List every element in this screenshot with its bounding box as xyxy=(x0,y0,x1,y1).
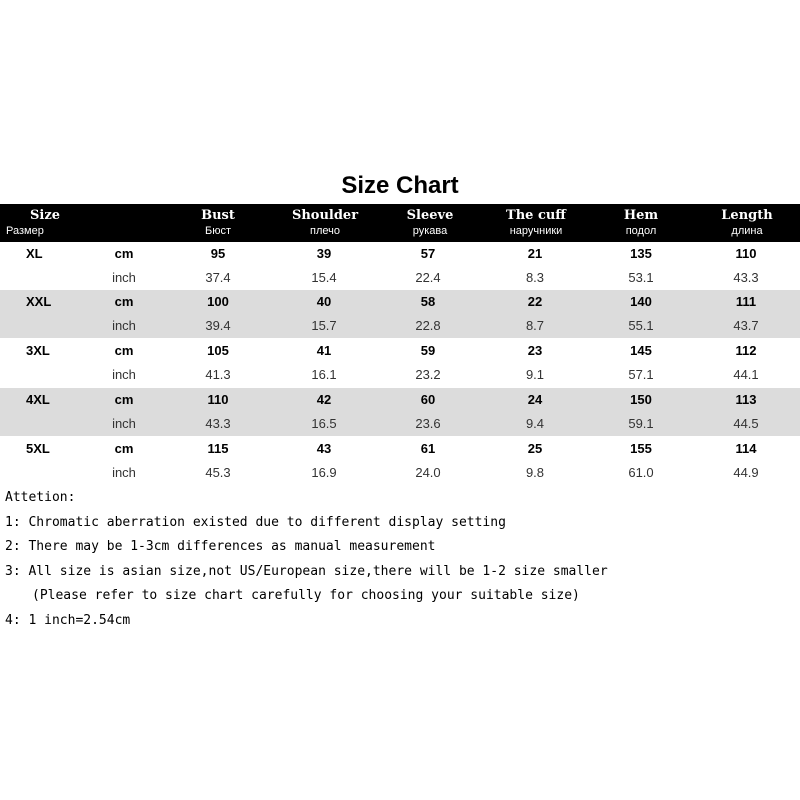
cuff-value: 21 xyxy=(527,246,543,261)
chart-title: Size Chart xyxy=(341,172,459,199)
header-shoulder-en: Shoulder xyxy=(291,208,359,223)
size-label: XXL xyxy=(26,294,52,309)
size-row-xxl xyxy=(0,290,800,338)
bust-value: 41.3 xyxy=(205,367,231,382)
bust-value: 110 xyxy=(207,392,229,407)
hem-value: 140 xyxy=(630,294,652,309)
length-value: 112 xyxy=(735,343,757,358)
sleeve-value: 22.8 xyxy=(415,318,441,333)
shoulder-value: 16.1 xyxy=(311,367,337,382)
unit-label: cm xyxy=(114,343,134,358)
sleeve-value: 57 xyxy=(420,246,436,261)
sleeve-value: 58 xyxy=(420,294,436,309)
note-item: 2: There may be 1-3cm differences as manual measurement xyxy=(5,539,436,555)
length-value: 113 xyxy=(735,392,757,407)
header-size xyxy=(4,204,74,238)
size-row-xl xyxy=(0,242,800,290)
hem-value: 150 xyxy=(630,392,652,407)
header-length-ru: длина xyxy=(731,225,763,237)
cuff-value: 9.4 xyxy=(525,416,545,431)
sleeve-value: 22.4 xyxy=(415,270,441,285)
header-sleeve-en: Sleeve xyxy=(406,208,454,223)
size-row-4xl xyxy=(0,388,800,436)
shoulder-value: 15.7 xyxy=(311,318,337,333)
cm-row xyxy=(0,242,800,266)
length-value: 114 xyxy=(735,441,757,456)
table-header xyxy=(0,204,800,242)
header-bust xyxy=(188,204,248,238)
sleeve-value: 24.0 xyxy=(415,465,441,480)
bust-value: 37.4 xyxy=(205,270,231,285)
unit-label: cm xyxy=(114,392,134,407)
inch-row xyxy=(0,412,800,436)
header-bust-ru: Бюст xyxy=(204,225,231,237)
header-hem-en: Hem xyxy=(623,208,659,223)
header-shoulder-ru: плечо xyxy=(310,225,340,237)
header-shoulder xyxy=(290,204,360,238)
hem-value: 55.1 xyxy=(628,318,654,333)
hem-value: 145 xyxy=(630,343,652,358)
notes-section xyxy=(5,486,795,634)
unit-label: inch xyxy=(112,270,136,285)
cuff-value: 25 xyxy=(527,441,543,456)
shoulder-value: 39 xyxy=(316,246,332,261)
cuff-value: 8.7 xyxy=(525,318,545,333)
bust-value: 100 xyxy=(207,294,229,309)
hem-value: 155 xyxy=(630,441,652,456)
header-cuff-ru: наручники xyxy=(509,225,563,237)
header-size-ru: Размер xyxy=(6,225,44,237)
cuff-value: 22 xyxy=(527,294,543,309)
note-item: 1: Chromatic aberration existed due to different display setting xyxy=(5,514,506,530)
shoulder-value: 15.4 xyxy=(311,270,337,285)
note-item: (Please refer to size chart carefully for choosing your suitable size) xyxy=(32,588,580,604)
cuff-value: 8.3 xyxy=(525,270,545,285)
length-value: 44.1 xyxy=(733,367,759,382)
header-sleeve xyxy=(398,204,462,238)
cm-row xyxy=(0,339,800,363)
note-item: 3: All size is asian size,not US/European size,there will be 1-2 size smaller xyxy=(5,563,608,579)
header-cuff-en: The cuff xyxy=(506,208,566,223)
bust-value: 39.4 xyxy=(205,318,231,333)
inch-row xyxy=(0,266,800,290)
header-hem xyxy=(605,204,677,238)
size-label: 3XL xyxy=(26,343,50,358)
sleeve-value: 23.6 xyxy=(415,416,441,431)
bust-value: 43.3 xyxy=(205,416,231,431)
length-value: 43.3 xyxy=(733,270,759,285)
bust-value: 105 xyxy=(207,343,229,358)
unit-label: inch xyxy=(112,318,136,333)
length-value: 44.9 xyxy=(733,465,759,480)
cm-row xyxy=(0,290,800,314)
unit-label: inch xyxy=(112,465,136,480)
inch-row xyxy=(0,461,800,485)
hem-value: 53.1 xyxy=(628,270,654,285)
header-bust-en: Bust xyxy=(201,208,235,223)
header-sleeve-ru: рукава xyxy=(412,225,448,237)
sleeve-value: 23.2 xyxy=(415,367,441,382)
cuff-value: 9.8 xyxy=(525,465,545,480)
shoulder-value: 42 xyxy=(316,392,332,407)
header-hem-ru: подол xyxy=(625,225,657,237)
unit-label: cm xyxy=(114,294,134,309)
size-row-3xl xyxy=(0,339,800,387)
cuff-value: 9.1 xyxy=(525,367,545,382)
shoulder-value: 40 xyxy=(316,294,332,309)
hem-value: 135 xyxy=(630,246,652,261)
sleeve-value: 59 xyxy=(420,343,436,358)
note-item: 4: 1 inch=2.54cm xyxy=(5,612,131,628)
hem-value: 57.1 xyxy=(628,367,654,382)
bust-value: 115 xyxy=(207,441,229,456)
size-label: 4XL xyxy=(26,392,50,407)
shoulder-value: 16.5 xyxy=(311,416,337,431)
size-row-5xl xyxy=(0,437,800,485)
header-length xyxy=(713,204,781,238)
length-value: 44.5 xyxy=(733,416,759,431)
inch-row xyxy=(0,363,800,387)
hem-value: 59.1 xyxy=(628,416,654,431)
length-value: 111 xyxy=(735,294,757,309)
sleeve-value: 60 xyxy=(420,392,436,407)
shoulder-value: 41 xyxy=(316,343,332,358)
cuff-value: 24 xyxy=(527,392,543,407)
shoulder-value: 16.9 xyxy=(311,465,337,480)
length-value: 43.7 xyxy=(733,318,759,333)
notes-heading: Attetion: xyxy=(5,490,76,505)
bust-value: 45.3 xyxy=(205,465,231,480)
size-label: XL xyxy=(26,246,43,261)
hem-value: 61.0 xyxy=(628,465,654,480)
inch-row xyxy=(0,314,800,338)
header-length-en: Length xyxy=(721,208,773,223)
sleeve-value: 61 xyxy=(420,441,436,456)
cm-row xyxy=(0,388,800,412)
size-label: 5XL xyxy=(26,441,50,456)
cuff-value: 23 xyxy=(527,343,543,358)
unit-label: cm xyxy=(114,441,134,456)
header-cuff xyxy=(498,204,574,238)
unit-label: inch xyxy=(112,416,136,431)
length-value: 110 xyxy=(735,246,757,261)
unit-label: cm xyxy=(114,246,134,261)
header-size-en: Size xyxy=(30,208,60,223)
cm-row xyxy=(0,437,800,461)
shoulder-value: 43 xyxy=(316,441,332,456)
unit-label: inch xyxy=(112,367,136,382)
bust-value: 95 xyxy=(210,246,226,261)
